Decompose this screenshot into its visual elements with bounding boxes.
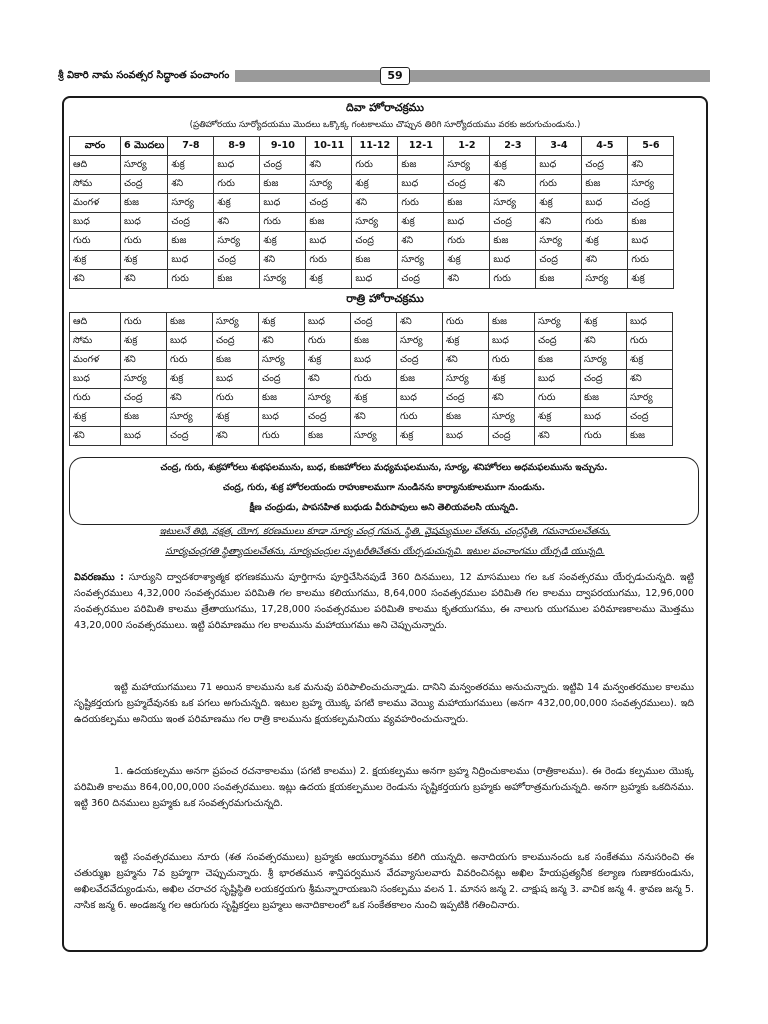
paragraph-kalpa: 1. ఉదయకల్పము అనగా ప్రపంచ రచనాకాలము (పగటి కాలము) 2. క్షయకల్పము అనగా బ్రహ్మ నిద్రించుకాలము (రాత్రికాలము). ఈ రెండు కల్పముల యొక్క పరిమితి కాలము 864,00,00,000 సంవత్సరములు. ఇట్లు ఉదయ క్షయకల్పముల రెండును సృష్టికర్తయగు బ్రహ్మకు అహోరాత్రమగుచున్నది. అనగా బ్రహ్మకు ఒకదినము. ఇట్టి 360 దినములు బ్రహ్మకు ఒక సంవత్సరమగుచున్నది.	[74, 766, 694, 809]
planet-cell: బుధ	[582, 194, 628, 213]
planet-cell: చంద్ర	[305, 408, 351, 427]
planet-cell: శుక్ర	[443, 332, 489, 351]
day-hora-subtitle: (ప్రతిహోరయు సూర్యోదయము మొదలు ఒక్కొక్క గంటకాలము చొప్పున తిరిగి సూర్యోదయము వరకు జరుగుచుండును.)	[189, 120, 581, 130]
planet-cell: సూర్య	[397, 332, 443, 351]
hora-note-box	[69, 457, 699, 525]
planet-cell: బుధ	[536, 156, 582, 175]
planet-cell: గురు	[168, 270, 214, 289]
planet-cell: సూర్య	[536, 232, 582, 251]
planet-cell: బుధ	[535, 370, 581, 389]
planet-cell: శుక్ర	[398, 213, 444, 232]
planet-cell: కుజ	[535, 351, 581, 370]
weekday-cell: బుధ	[70, 370, 121, 389]
planet-cell: చంద్ర	[489, 427, 535, 446]
table-row	[70, 213, 674, 232]
planet-cell: గురు	[352, 156, 398, 175]
planet-cell: శని	[489, 389, 535, 408]
planet-cell: శని	[214, 213, 260, 232]
planet-cell: శుక్ర	[260, 232, 306, 251]
planet-cell: శని	[627, 370, 673, 389]
explanation-lead: వివరణము :	[74, 572, 124, 583]
planet-cell: శుక్ర	[305, 351, 351, 370]
planet-cell: శుక్ర	[444, 251, 490, 270]
planet-cell: శుక్ర	[489, 370, 535, 389]
planet-cell: శుక్ర	[627, 351, 673, 370]
planet-cell: శుక్ర	[168, 156, 214, 175]
weekday-cell: గురు	[70, 389, 121, 408]
planet-cell: గురు	[167, 351, 213, 370]
planet-cell: సూర్య	[305, 389, 351, 408]
paragraph-mahayuga: ఇట్టి మహాయుగములు 71 అయిన కాలమును ఒక మనువు పరిపాలించుచున్నాడు. దానిని మన్వంతరము అనుచున్నారు. ఇట్టివి 14 మన్వంతరముల కాలము సృష్టికర్తయగు బ్రహ్మదేవునకు ఒక పగలు అగుచున్నది. ఇటుల బ్రహ్మ యొక్క పగటి కాలము వెయ్యి మహాయుగములు (అనగా 432,00,00,000 సంవత్సరములు). ఇది ఉదయకల్పము అనియు ఇంత పరిమాణము గల రాత్రి కాలమును క్షయకల్పమనియు వ్యవహరించుచున్నారు.	[74, 682, 694, 725]
planet-cell: బుధ	[259, 408, 305, 427]
planet-cell: బుధ	[489, 332, 535, 351]
planet-cell: సూర్య	[351, 427, 397, 446]
planet-cell: సూర్య	[121, 156, 168, 175]
planet-cell: శుక్ర	[628, 270, 674, 289]
planet-cell: శుక్ర	[397, 427, 443, 446]
column-header: వారం	[70, 137, 121, 156]
planet-cell: చంద్ర	[628, 194, 674, 213]
planet-cell: బుధ	[628, 232, 674, 251]
planet-cell: కుజ	[306, 213, 352, 232]
planet-cell: కుజ	[121, 408, 167, 427]
planet-cell: శని	[628, 156, 674, 175]
weekday-cell: సోమ	[70, 175, 121, 194]
planet-cell: బుధ	[168, 251, 214, 270]
note-line-3: క్షీణ చంద్రుడు, పాపసహిత బుధుడు వీరుపాపులు అని తెలియవలసి యున్నది.	[249, 503, 519, 513]
planet-cell: శుక్ర	[535, 408, 581, 427]
planet-cell: కుజ	[168, 232, 214, 251]
planet-cell: బుధ	[444, 213, 490, 232]
planet-cell: శుక్ర	[306, 270, 352, 289]
planet-cell: బుధ	[352, 270, 398, 289]
planet-cell: గురు	[581, 427, 627, 446]
planet-cell: శుక్ర	[581, 313, 627, 332]
table-row	[70, 313, 673, 332]
planet-cell: చంద్ర	[582, 156, 628, 175]
note-line-2: చంద్ర, గురు, శుక్ర హోరలయందు రాహుకాలముగా నుండినను కార్యానుకూలముగా నుండును.	[222, 483, 545, 493]
planet-cell: సూర్య	[535, 313, 581, 332]
planet-cell: బుధ	[306, 232, 352, 251]
planet-cell: కుజ	[490, 232, 536, 251]
planet-cell: శుక్ర	[490, 156, 536, 175]
planet-cell: కుజ	[398, 156, 444, 175]
paragraph-brahma: ఇట్టి సంవత్సరములు నూరు (శత సంవత్సరములు) బ్రహ్మకు ఆయుర్మానము కలిగి యున్నది. అనాదియగు కాలమునందు ఒక సంకేతము ననుసరించి ఈ చతుర్ముఖ బ్రహ్మను 7వ బ్రహ్మగా చెప్పుచున్నారు. శ్రీ భారతమున శాన్తిపర్వమున వేదవ్యాసులవారు వివరించినట్లు అఖిల హేయప్రత్యనీక కల్యాణ గుణాకరుండును, అఖిలవేదవేద్యుండును, అఖిల చరాచర సృష్టిస్థితి లయకర్తయగు శ్రీమన్నారాయణుని సంకల్పము వలన 1. మానస జన్మ 2. చాక్షుష జన్మ 3. వాచిక జన్మ 4. శ్రావణ జన్మ 5. నాసిక జన్మ 6. అండజన్మ గల ఆరుగురు సృష్టికర్తలు బ్రహ్మలు అనాదికాలంలో ఒక సంకేతకాలం నుంచి ఇప్పటికి గతించినారు.	[74, 852, 694, 911]
planet-cell: శుక్ర	[167, 370, 213, 389]
column-header: 4-5	[582, 137, 628, 156]
planet-cell: గురు	[305, 332, 351, 351]
weekday-cell: ఆది	[70, 313, 121, 332]
weekday-cell: శుక్ర	[70, 251, 121, 270]
planet-cell: సూర్య	[444, 156, 490, 175]
planet-cell: గురు	[627, 332, 673, 351]
table-row	[70, 389, 673, 408]
planet-cell: కుజ	[627, 427, 673, 446]
planet-cell: కుజ	[628, 213, 674, 232]
column-header: 8-9	[214, 137, 260, 156]
planet-cell: సూర్య	[167, 408, 213, 427]
column-header: 12-1	[398, 137, 444, 156]
table-row	[70, 408, 673, 427]
planet-cell: సూర్య	[489, 408, 535, 427]
planet-cell: సూర్య	[352, 213, 398, 232]
planet-cell: సూర్య	[168, 194, 214, 213]
planet-cell: సూర్య	[581, 351, 627, 370]
planet-cell: గురు	[490, 270, 536, 289]
planet-cell: చంద్ర	[213, 332, 259, 351]
weekday-cell: గురు	[70, 232, 121, 251]
planet-cell: గురు	[351, 370, 397, 389]
planet-cell: చంద్ర	[351, 313, 397, 332]
planet-cell: బుధ	[581, 408, 627, 427]
planet-cell: గురు	[306, 251, 352, 270]
planet-cell: శుక్ర	[536, 194, 582, 213]
planet-cell: కుజ	[489, 313, 535, 332]
planet-cell: శుక్ర	[259, 313, 305, 332]
weekday-cell: శని	[70, 427, 121, 446]
planet-cell: సూర్య	[628, 175, 674, 194]
planet-cell: చంద్ర	[397, 351, 443, 370]
planet-cell: శుక్ర	[213, 408, 259, 427]
day-hora-table	[69, 136, 674, 289]
planet-cell: గురు	[489, 351, 535, 370]
planet-cell: శని	[168, 175, 214, 194]
header-title: శ్రీ వికారి నామ సంవత్సర సిద్ధాంత పంచాంగం	[58, 66, 235, 86]
planet-cell: గురు	[536, 175, 582, 194]
planet-cell: శుక్ర	[351, 389, 397, 408]
planet-cell: సూర్య	[443, 370, 489, 389]
planet-cell: కుజ	[351, 332, 397, 351]
planet-cell: శని	[490, 175, 536, 194]
planet-cell: చంద్ర	[121, 389, 167, 408]
planet-cell: బుధ	[398, 175, 444, 194]
table-row	[70, 156, 674, 175]
column-header: 2-3	[490, 137, 536, 156]
planet-cell: చంద్ర	[352, 232, 398, 251]
planet-cell: చంద్ర	[168, 213, 214, 232]
planet-cell: బుధ	[213, 370, 259, 389]
planet-cell: గురు	[535, 389, 581, 408]
planet-cell: గురు	[121, 313, 167, 332]
page-header	[58, 66, 710, 86]
planet-cell: కుజ	[443, 408, 489, 427]
planet-cell: గురు	[398, 194, 444, 213]
planet-cell: గురు	[259, 427, 305, 446]
column-header: 10-11	[306, 137, 352, 156]
planet-cell: శని	[260, 251, 306, 270]
planet-cell: కుజ	[582, 175, 628, 194]
planet-cell: గురు	[628, 251, 674, 270]
planet-cell: బుధ	[167, 332, 213, 351]
content-frame	[62, 96, 708, 952]
planet-cell: బుధ	[121, 427, 167, 446]
planet-cell: గురు	[214, 175, 260, 194]
planet-cell: కుజ	[121, 194, 168, 213]
planet-cell: చంద్ర	[627, 408, 673, 427]
planet-cell: శని	[582, 251, 628, 270]
planet-cell: గురు	[582, 213, 628, 232]
planet-cell: కుజ	[352, 251, 398, 270]
planet-cell: చంద్ర	[214, 251, 260, 270]
planet-cell: కుజ	[213, 351, 259, 370]
planet-cell: కుజ	[214, 270, 260, 289]
column-header: 11-12	[352, 137, 398, 156]
day-hora-title: దివా హోరాచక్రము	[346, 101, 424, 114]
planet-cell: శుక్ర	[214, 194, 260, 213]
planet-cell: శని	[352, 194, 398, 213]
planet-cell: శని	[306, 156, 352, 175]
planet-cell: గురు	[213, 389, 259, 408]
weekday-cell: శుక్ర	[70, 408, 121, 427]
planet-cell: గురు	[443, 313, 489, 332]
italic-line-2: సూర్యచంద్రగతి స్థిత్యాదులచేతను, సూర్యచంద్రుల స్ఫుటరీతిచేతను యేర్పడుచున్నవి. ఇటుల పంచాంగము యేర్పడి యున్నది.	[165, 546, 605, 557]
planet-cell: చంద్ర	[581, 370, 627, 389]
weekday-cell: బుధ	[70, 213, 121, 232]
planet-cell: కుజ	[260, 175, 306, 194]
weekday-cell: ఆది	[70, 156, 121, 175]
column-header: 3-4	[536, 137, 582, 156]
column-header: 5-6	[628, 137, 674, 156]
table-row	[70, 194, 674, 213]
page-number: 59	[380, 67, 410, 85]
planet-cell: శని	[397, 313, 443, 332]
planet-cell: చంద్ర	[259, 370, 305, 389]
note-line-1: చంద్ర, గురు, శుక్రహోరలు శుభఫలమును, బుధ, కుజహోరలు మధ్యమఫలమును, సూర్య, శనిహోరలు అధమఫలమును ఇచ్చును.	[160, 463, 608, 473]
table-row	[70, 332, 673, 351]
weekday-cell: మంగళ	[70, 194, 121, 213]
planet-cell: కుజ	[397, 370, 443, 389]
night-hora-title: రాత్రి హోరాచక్రము	[346, 292, 424, 305]
table-row	[70, 251, 674, 270]
planet-cell: శని	[167, 389, 213, 408]
planet-cell: శని	[121, 351, 167, 370]
planet-cell: సూర్య	[627, 389, 673, 408]
table-header-row	[70, 137, 674, 156]
planet-cell: చంద్ర	[535, 332, 581, 351]
planet-cell: కుజ	[305, 427, 351, 446]
planet-cell: గురు	[397, 408, 443, 427]
planet-cell: సూర్య	[213, 313, 259, 332]
planet-cell: బుధ	[627, 313, 673, 332]
weekday-cell: శని	[70, 270, 121, 289]
explanation-text: సూర్యుని ద్వాదశరాశ్యాత్మక భగణకమును పూర్తిగాను పూర్తిచేసినపుడే 360 దినములు, 12 మాసములు గల ఒక సంవత్సరము యేర్పడుచున్నది. ఇట్టి సంవత్సరములు 4,32,000 సంవత్సరముల పరిమితి గల కాలము కలియుగము, 8,64,000 సంవత్సరముల పరిమితి గల కాలము ద్వాపరయుగము, 12,96,000 సంవత్సరముల పరిమితి కాలము త్రేతాయుగము, 17,28,000 సంవత్సరముల పరిమితి కాలము కృతయుగము, ఈ నాలుగు యుగముల పరిమాణకాలము మొత్తము 43,20,000 సంవత్సరములు. ఇట్టి పరిమాణము గల కాలమును మహాయుగము అని చెప్పుచున్నారు.	[74, 572, 695, 631]
column-header: 9-10	[260, 137, 306, 156]
planet-cell: శని	[581, 332, 627, 351]
planet-cell: శని	[259, 332, 305, 351]
column-header: 7-8	[168, 137, 214, 156]
table-row	[70, 270, 674, 289]
planet-cell: బుధ	[351, 351, 397, 370]
weekday-cell: మంగళ	[70, 351, 121, 370]
planet-cell: సూర్య	[582, 270, 628, 289]
planet-cell: శుక్ర	[121, 251, 168, 270]
paragraph-explanation	[74, 570, 694, 634]
planet-cell: సూర్య	[214, 232, 260, 251]
planet-cell: శని	[536, 213, 582, 232]
planet-cell: గురు	[444, 232, 490, 251]
planet-cell: బుధ	[397, 389, 443, 408]
planet-cell: బుధ	[121, 213, 168, 232]
planet-cell: కుజ	[259, 389, 305, 408]
column-header: 6 మొదలు	[121, 137, 168, 156]
planet-cell: చంద్ర	[306, 194, 352, 213]
planet-cell: సూర్య	[260, 270, 306, 289]
planet-cell: సూర్య	[490, 194, 536, 213]
planet-cell: చంద్ర	[536, 251, 582, 270]
planet-cell: బుధ	[443, 427, 489, 446]
planet-cell: బుధ	[490, 251, 536, 270]
planet-cell: చంద్ర	[260, 156, 306, 175]
planet-cell: బుధ	[214, 156, 260, 175]
table-row	[70, 427, 673, 446]
night-hora-table	[69, 312, 673, 446]
planet-cell: శుక్ర	[582, 232, 628, 251]
planet-cell: శని	[121, 270, 168, 289]
planet-cell: బుధ	[260, 194, 306, 213]
planet-cell: బుధ	[305, 313, 351, 332]
planet-cell: చంద్ర	[444, 175, 490, 194]
planet-cell: సూర్య	[306, 175, 352, 194]
planet-cell: శని	[213, 427, 259, 446]
planet-cell: శని	[398, 232, 444, 251]
planet-cell: గురు	[121, 232, 168, 251]
planet-cell: శని	[351, 408, 397, 427]
planet-cell: శుక్ర	[352, 175, 398, 194]
table-row	[70, 232, 674, 251]
planet-cell: చంద్ర	[443, 389, 489, 408]
planet-cell: శని	[443, 351, 489, 370]
planet-cell: సూర్య	[121, 370, 167, 389]
planet-cell: కుజ	[444, 194, 490, 213]
weekday-cell: సోమ	[70, 332, 121, 351]
table-row	[70, 175, 674, 194]
planet-cell: శని	[305, 370, 351, 389]
table-row	[70, 351, 673, 370]
italic-line-1: ఇటులనే తిథి, నక్షత్ర, యోగ, కరణములు కూడా సూర్య చంద్ర గమన, స్థితి, వైషమ్యముల చేతను, చంద్రస్థితి, గమనాదులచేతను,	[159, 526, 611, 537]
planet-cell: శుక్ర	[121, 332, 167, 351]
planet-cell: గురు	[260, 213, 306, 232]
column-header: 1-2	[444, 137, 490, 156]
planet-cell: చంద్ర	[121, 175, 168, 194]
planet-cell: శని	[444, 270, 490, 289]
planet-cell: సూర్య	[398, 251, 444, 270]
table-row	[70, 370, 673, 389]
planet-cell: చంద్ర	[490, 213, 536, 232]
planet-cell: కుజ	[581, 389, 627, 408]
planet-cell: సూర్య	[259, 351, 305, 370]
planet-cell: చంద్ర	[398, 270, 444, 289]
planet-cell: శని	[535, 427, 581, 446]
planet-cell: కుజ	[167, 313, 213, 332]
planet-cell: చంద్ర	[167, 427, 213, 446]
planet-cell: కుజ	[536, 270, 582, 289]
